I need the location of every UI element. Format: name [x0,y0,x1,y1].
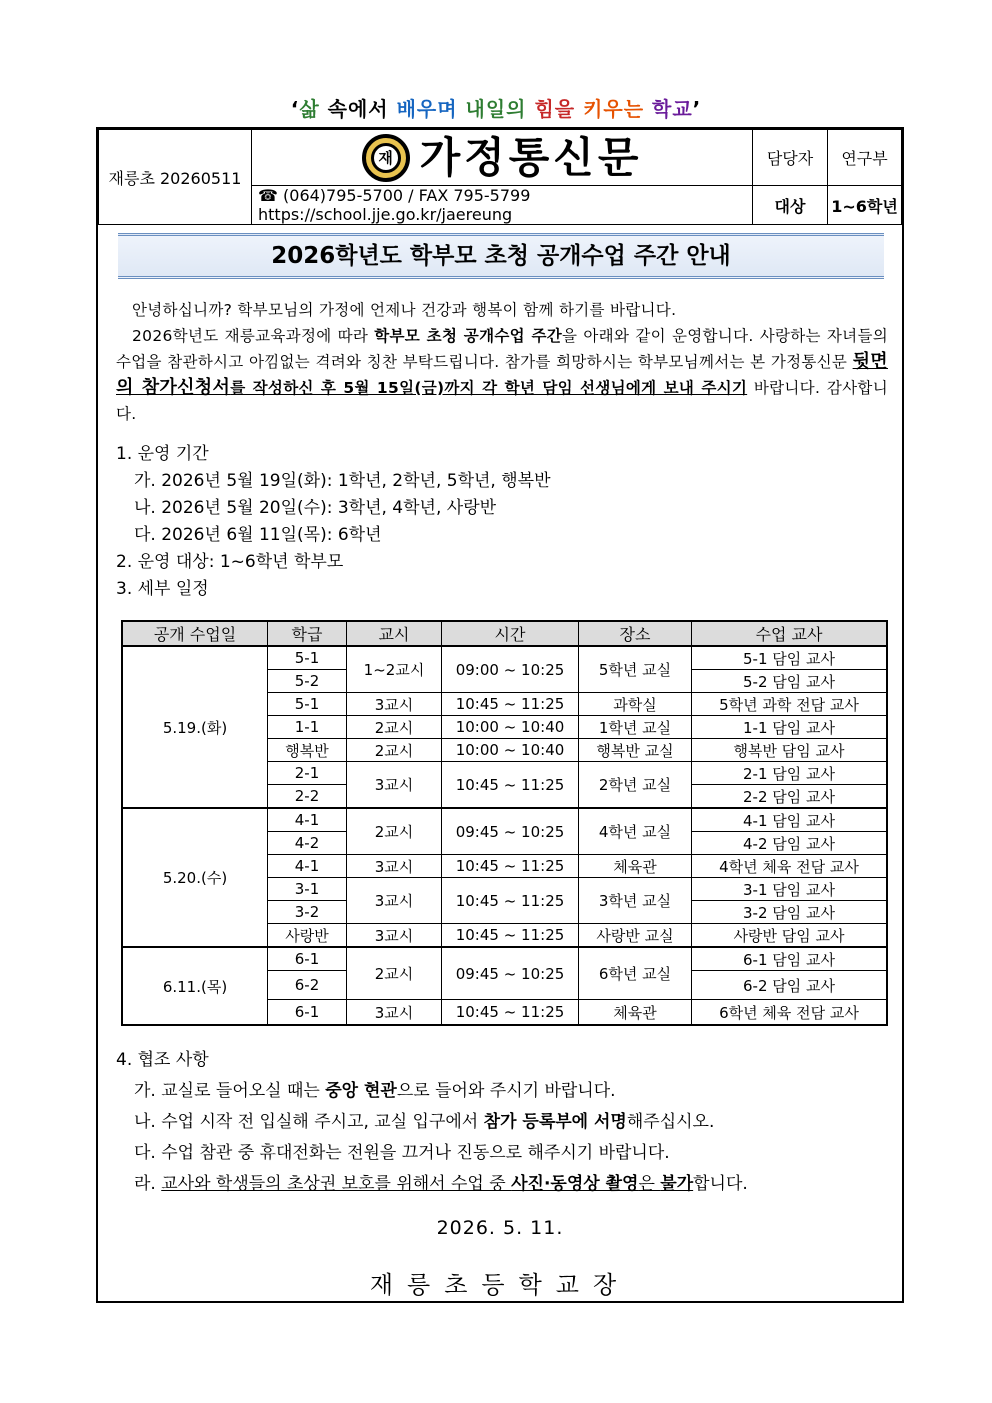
table-cell: 1-1 담임 교사 [692,716,888,739]
table-cell: 사랑반 [268,924,347,948]
table-cell: 10:45 ~ 11:25 [442,1000,579,1026]
table-cell: 5학년 과학 전담 교사 [692,693,888,716]
column-header: 장소 [579,621,692,646]
intro-text [116,297,888,427]
table-cell: 2교시 [347,716,442,739]
table-cell: 2-1 [268,762,347,785]
issue-date: 2026. 5. 11. [436,1217,564,1239]
date-cell: 6.11.(목) [122,947,268,1025]
table-cell: 10:45 ~ 11:25 [442,924,579,948]
masthead [252,130,753,186]
table-cell: 행복반 교실 [579,739,692,762]
list-item: 다. 수업 참관 중 휴대전화는 전원을 끄거나 진동으로 해주시기 바랍니다. [134,1143,670,1163]
slogan-word: 속에서 [327,97,389,121]
table-cell: 5-2 담임 교사 [692,670,888,693]
list-item: 가. 교실로 들어오실 때는 중앙 현관으로 들어와 주시기 바랍니다. [134,1081,616,1101]
column-header: 학급 [268,621,347,646]
table-cell: 4학년 교실 [579,808,692,855]
table-cell: 1-1 [268,716,347,739]
table-row [122,947,887,971]
table-cell: 3교시 [347,1000,442,1026]
table-cell: 4-1 담임 교사 [692,808,888,832]
table-cell: 1~2교시 [347,646,442,693]
notice-title: 2026학년도 학부모 초청 공개수업 주간 안내 [118,233,884,279]
notice-frame [96,127,904,1303]
table-cell: 사랑반 담임 교사 [692,924,888,948]
intro-body: 2026학년도 재릉교육과정에 따라 학부모 초청 공개수업 주간을 아래와 같이 운영합니다. 사랑하는 자녀들의 수업을 참관하시고 아낌없는 격려와 칭찬 부탁드립니다. 참가를 희망하시는 학부모님께서는 본 가정통신문 뒷면의 참가신청서를 작성하신 후 5월 15일(금)까지 각 학년 담임 선생님에게 보내 주시기 바랍니다. 감사합니다. [116,327,888,423]
table-cell: 6학년 교실 [579,947,692,1000]
table-cell: 6-2 담임 교사 [692,971,888,1000]
target-label: 대상 [753,186,828,225]
table-cell: 4학년 체육 전담 교사 [692,855,888,878]
target-value: 1~6학년 [828,186,902,225]
table-cell: 행복반 [268,739,347,762]
table-cell: 3-2 [268,901,347,924]
list-item: 다. 2026년 6월 11일(목): 6학년 [134,525,382,545]
doc-number: 재릉초 20260511 [99,130,252,225]
table-cell: 체육관 [579,855,692,878]
table-cell: 10:00 ~ 10:40 [442,716,579,739]
table-cell: 6-1 [268,947,347,971]
table-cell: 5-1 [268,693,347,716]
column-header: 시간 [442,621,579,646]
table-cell: 과학실 [579,693,692,716]
table-cell: 09:00 ~ 10:25 [442,646,579,693]
schedule-table [121,620,888,1026]
slogan-word: 배우며 [396,97,458,121]
table-cell: 6-1 [268,1000,347,1026]
table-cell: 6-2 [268,971,347,1000]
slogan-word: 키우는 [583,97,645,121]
column-header: 수업 교사 [692,621,888,646]
slogan-word: 학교 [652,97,693,121]
principal-signature: 재릉초등학교장 [369,1271,631,1299]
table-cell: 3교시 [347,762,442,809]
table-cell: 2교시 [347,739,442,762]
table-cell: 3학년 교실 [579,878,692,924]
table-cell: 3교시 [347,878,442,924]
table-cell: 09:45 ~ 10:25 [442,947,579,1000]
list-item: 나. 수업 시작 전 입실해 주시고, 교실 입구에서 참가 등록부에 서명해주십시오. [134,1112,715,1132]
school-slogan: ‘삶 속에서 배우며 내일의 힘을 키우는 학교’ [290,97,702,121]
charge-label: 담당자 [753,130,828,186]
table-row [122,646,887,670]
school-emblem-icon: 재 [362,134,410,182]
charge-value: 연구부 [828,130,902,186]
column-header: 공개 수업일 [122,621,268,646]
section-heading: 3. 세부 일정 [116,579,209,599]
table-cell: 4-2 [268,832,347,855]
slogan-word: 힘을 [534,97,576,121]
contact-info: ☎ (064)795-5700 / FAX 795-5799 https://school.jje.go.kr/jaereung [252,186,753,225]
table-cell: 3-2 담임 교사 [692,901,888,924]
table-cell: 6학년 체육 전담 교사 [692,1000,888,1026]
table-row [122,808,887,832]
table-cell: 10:45 ~ 11:25 [442,878,579,924]
table-cell: 4-1 [268,855,347,878]
table-cell: 5학년 교실 [579,646,692,693]
table-cell: 3-1 담임 교사 [692,878,888,901]
list-item: 가. 2026년 5월 19일(화): 1학년, 2학년, 5학년, 행복반 [134,471,551,491]
table-cell: 10:45 ~ 11:25 [442,762,579,809]
table-cell: 10:45 ~ 11:25 [442,693,579,716]
slogan-word: 내일의 [465,97,527,121]
table-cell: 2교시 [347,808,442,855]
section-heading: 4. 협조 사항 [116,1050,209,1070]
table-cell: 2-2 담임 교사 [692,785,888,809]
table-cell: 행복반 담임 교사 [692,739,888,762]
table-cell: 09:45 ~ 10:25 [442,808,579,855]
table-cell: 3-1 [268,878,347,901]
table-cell: 5-1 [268,646,347,670]
section-cooperation [116,1045,748,1200]
date-cell: 5.19.(화) [122,646,268,808]
slogan-word: 삶 [299,97,320,121]
table-cell: 4-2 담임 교사 [692,832,888,855]
table-cell: 1학년 교실 [579,716,692,739]
table-cell: 체육관 [579,1000,692,1026]
section-heading: 2. 운영 대상: 1~6학년 학부모 [116,552,344,572]
column-header: 교시 [347,621,442,646]
list-item: 나. 2026년 5월 20일(수): 3학년, 4학년, 사랑반 [134,498,497,518]
table-cell: 2-2 [268,785,347,809]
table-cell: 10:00 ~ 10:40 [442,739,579,762]
greeting: 안녕하십니까? 학부모님의 가정에 언제나 건강과 행복이 함께 하기를 바랍니다. [132,301,677,319]
date-cell: 5.20.(수) [122,808,268,947]
section-heading: 1. 운영 기간 [116,444,209,464]
table-cell: 2-1 담임 교사 [692,762,888,785]
table-cell: 3교시 [347,693,442,716]
table-cell: 2교시 [347,947,442,1000]
header-table [98,129,902,225]
table-cell: 3교시 [347,855,442,878]
list-item: 라. 교사와 학생들의 초상권 보호를 위해서 수업 중 사진·동영상 촬영은 불가합니다. [134,1174,748,1194]
table-cell: 10:45 ~ 11:25 [442,855,579,878]
table-cell: 6-1 담임 교사 [692,947,888,971]
masthead-title: 가정통신문 [419,132,643,182]
table-cell: 사랑반 교실 [579,924,692,948]
table-header-row [122,621,887,646]
table-cell: 5-2 [268,670,347,693]
table-cell: 5-1 담임 교사 [692,646,888,670]
table-cell: 4-1 [268,808,347,832]
section-period [116,441,551,603]
table-cell: 3교시 [347,924,442,948]
table-cell: 2학년 교실 [579,762,692,809]
